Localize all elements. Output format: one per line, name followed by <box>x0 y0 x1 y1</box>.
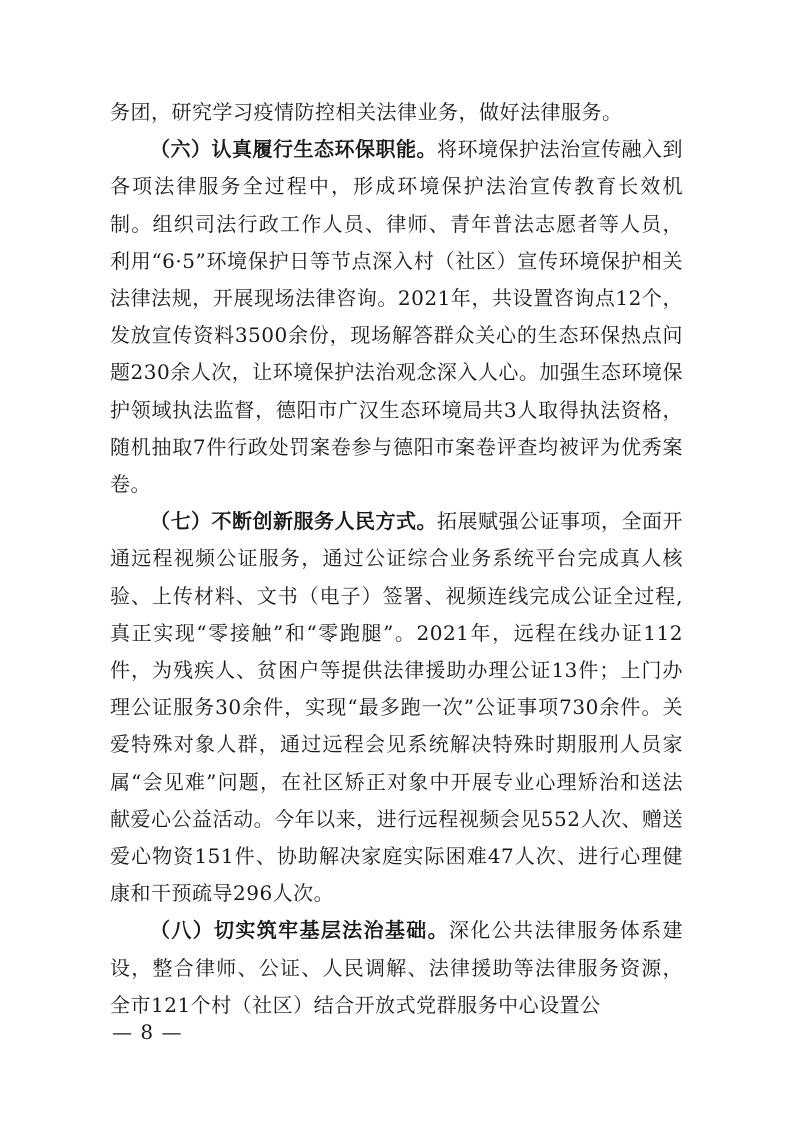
section-heading-6: （六）认真履行生态环保职能。 <box>150 137 437 162</box>
paragraph-ecology <box>110 131 683 503</box>
paragraph-text: 务团，研究学习疫情防控相关法律业务，做好法律服务。 <box>110 100 623 124</box>
paragraph-service-innovation <box>110 503 683 912</box>
section-heading-7: （七）不断创新服务人民方式。 <box>150 509 437 534</box>
paragraph-text: 将环境保护法治宣传融入到各项法律服务全过程中，形成环境保护法治宣传教育长效机制。组织司法行政工作人员、律师、青年普法志愿者等人员，利用“6·5”环境保护日等节点深入村（社区）宣传环境保护相关法律法规，开展现场法律咨询。2021年，共设置咨询点12个，发放宣传资料3500余份，现场解答群众关心的生态环保热点问题230余人次，让环境保护法治观念深入人心。加强生态环境保护领域执法监督，德阳市广汉生态环境局共3人取得执法资格，随机抽取7件行政处罚案卷参与德阳市案卷评查均被评为优秀案卷。 <box>110 137 683 497</box>
paragraph-text: 深化公共法律服务体系建设，整合律师、公证、人民调解、法律援助等法律服务资源，全市121个村（社区）结合开放式党群服务中心设置公 <box>110 918 684 1017</box>
paragraph-text: 拓展赋强公证事项，全面开通远程视频公证服务，通过公证综合业务系统平台完成真人核验、上传材料、文书（电子）签署、视频连线完成公证全过程,真正实现“零接触”和“零跑腿”。2021年，远程在线办证112件，为残疾人、贫困户等提供法律援助办理公证13件；上门办理公证服务30余件，实现“最多跑一次”公证事项730余件。关爱特殊对象人群，通过远程会见系统解决特殊时期服刑人员家属“会见难”问题，在社区矫正对象中开展专业心理矫治和送法献爱心公益活动。今年以来，进行远程视频会见552人次、赠送爱心物资151件、协助解决家庭实际困难47人次、进行心理健康和干预疏导296人次。 <box>110 509 683 906</box>
document-body <box>110 94 683 1024</box>
paragraph-grassroots <box>110 912 683 1024</box>
paragraph-continuation <box>110 94 683 131</box>
section-heading-8: （八）切实筑牢基层法治基础。 <box>150 918 449 943</box>
page-number: — 8 — <box>112 1020 183 1044</box>
